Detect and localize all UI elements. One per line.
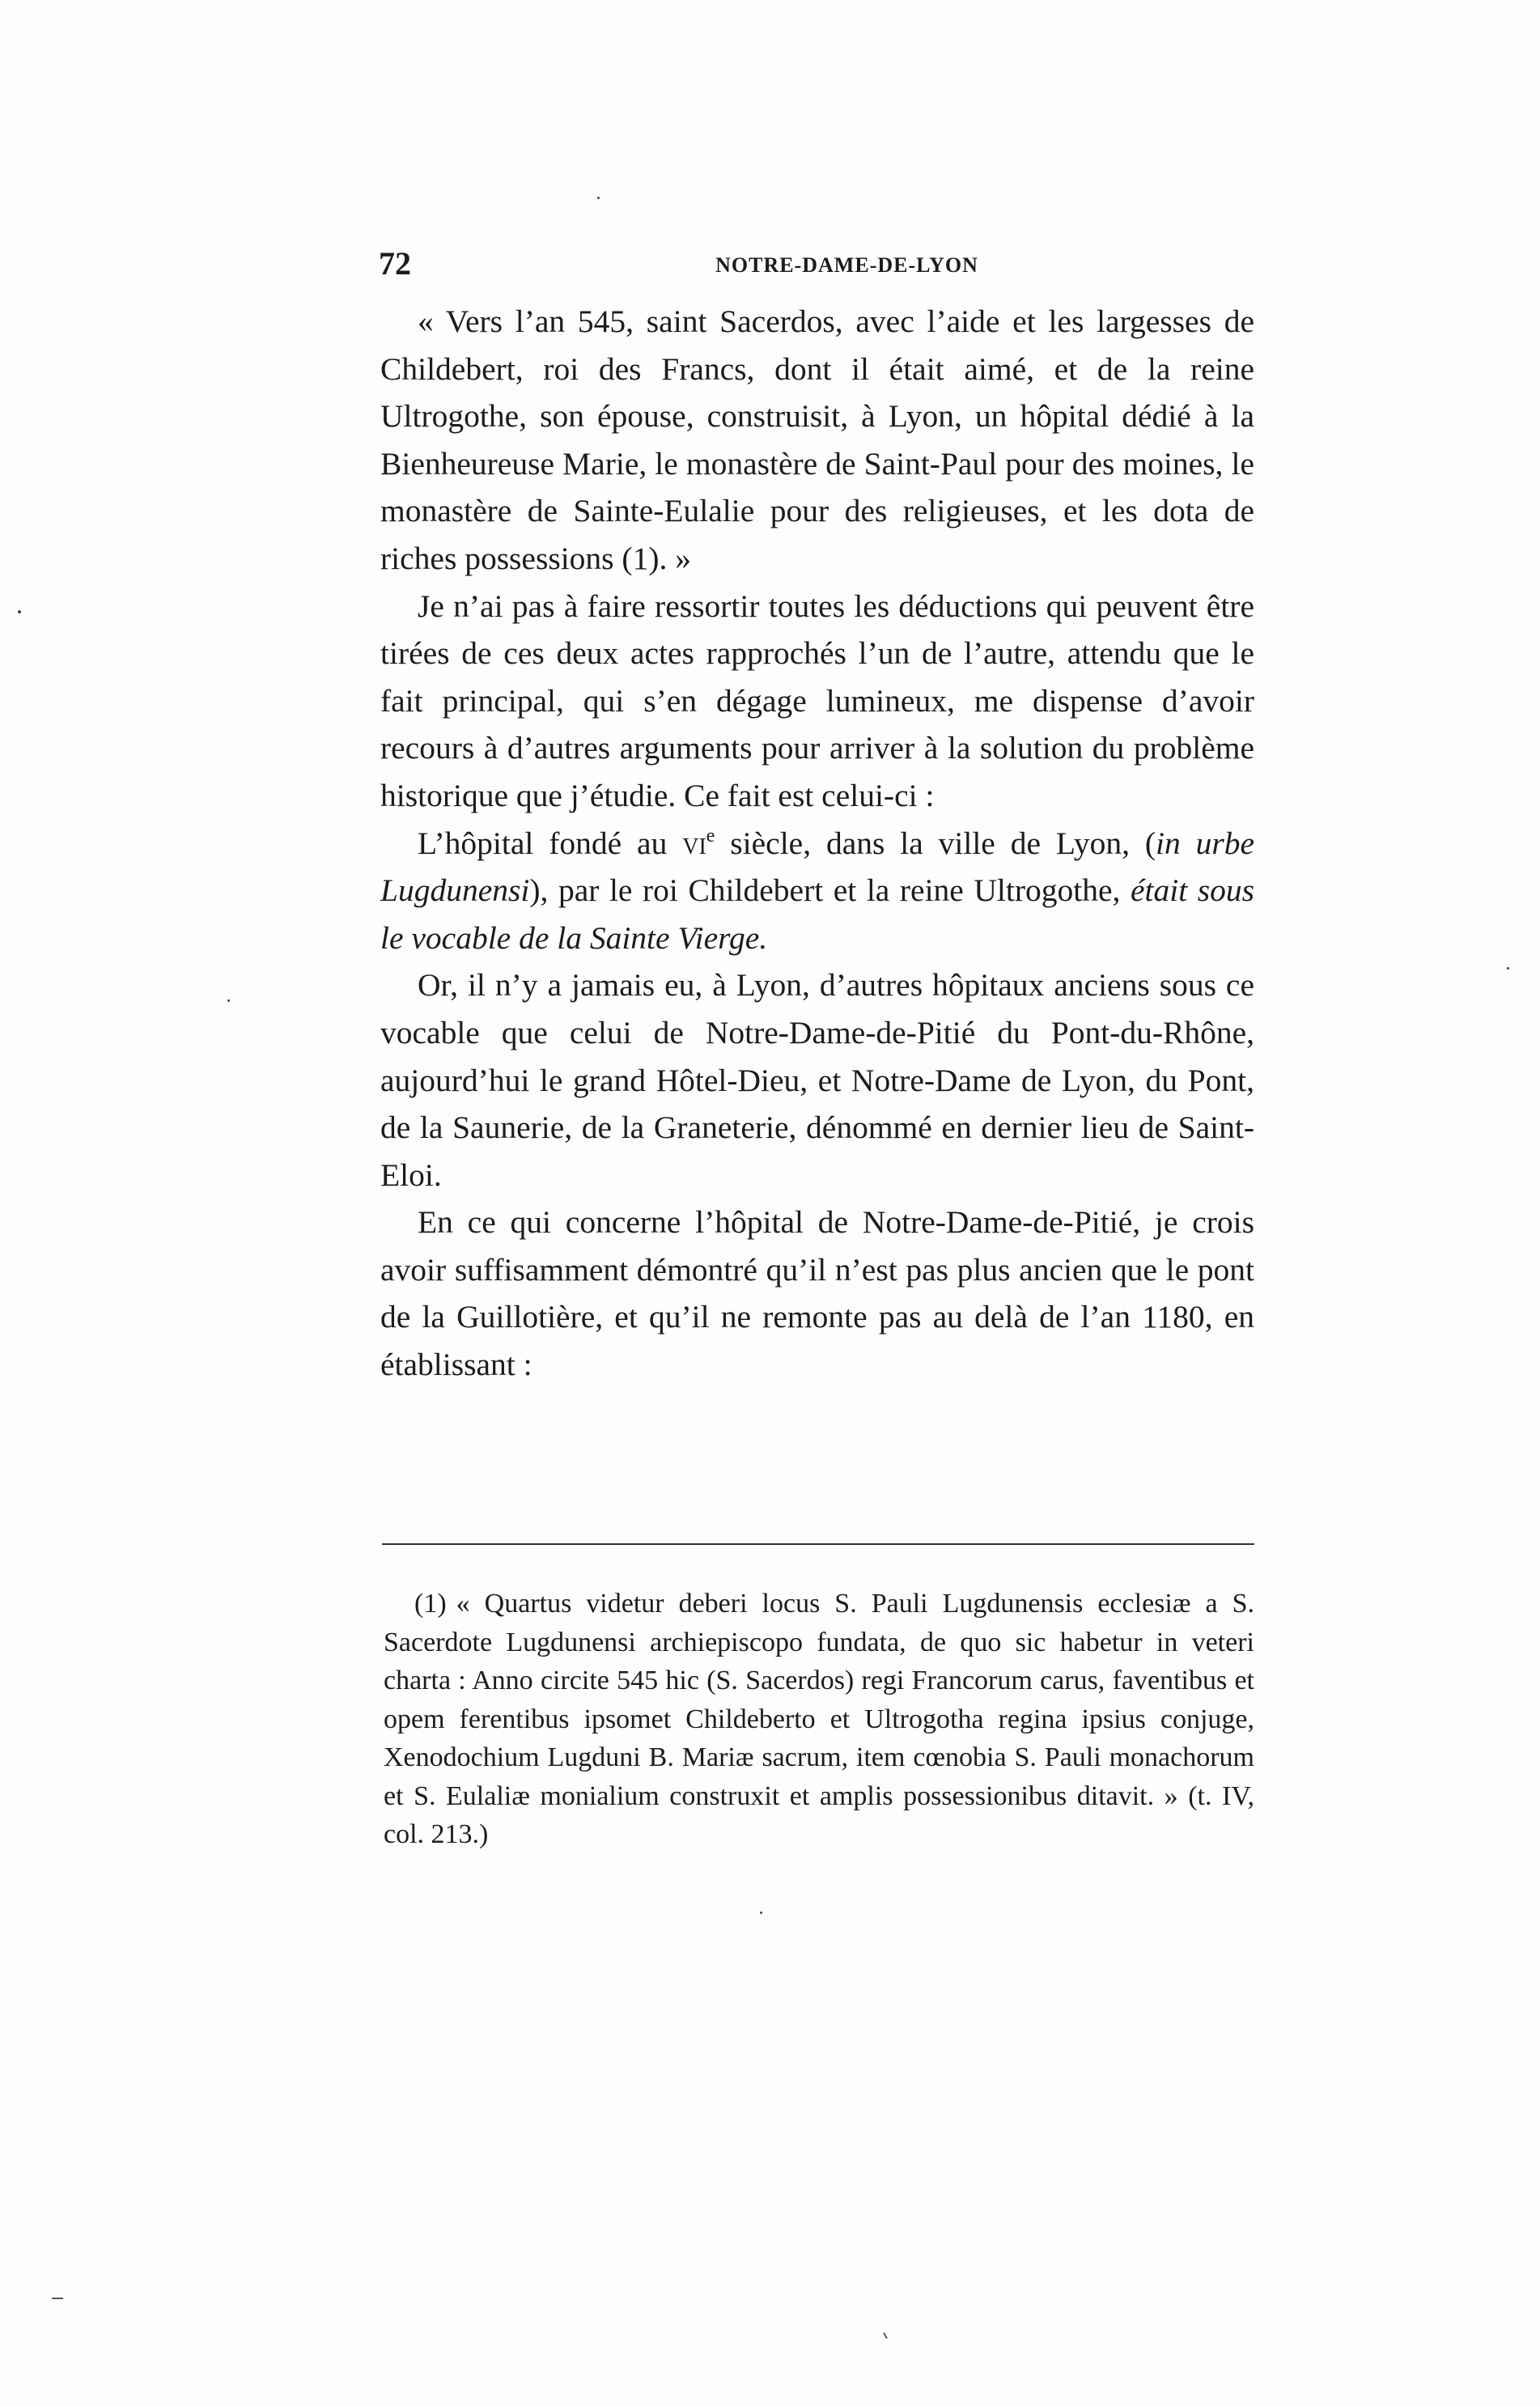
latin-phrase: in urbe Lugdunensi	[380, 825, 1254, 909]
hospital-fact-founders: ), par le roi Childebert et la reine Ultrogothe,	[529, 872, 1131, 909]
footnote-text: « Quartus videtur deberi locus S. Pauli Lugdunensis ecclesiæ a S. Sacerdote Lugdunensi archiepiscopo fundata, de quo sic habetur in veteri charta : Anno circite 545 hic (S. Sacerdos) regi Francorum carus, faventibus et opem ferentibus ipsomet Childeberto et Ultrogotha regina ipsius conjuge, Xenodochium Lugduni B. Mariæ sacrum, item cœnobia S. Pauli monachorum et S. Eulaliæ monialium construxit et amplis possessionibus ditavit. » (t. IV, col. 213.)	[384, 1589, 1254, 1849]
paragraph-other-hospitals: Or, il n’y a jamais eu, à Lyon, d’autres hôpitaux anciens sous ce vocable que celui de Notre-Dame-de-Pitié du Pont-du-Rhône, aujourd’hui le grand Hôtel-Dieu, et Notre-Dame de Lyon, du Pont, de la Saunerie, de la Graneterie, dénommé en dernier lieu de Saint-Eloi.	[380, 967, 1254, 1193]
paper-speck	[18, 610, 21, 613]
main-text	[380, 298, 1254, 1389]
running-title: NOTRE-DAME-DE-LYON	[715, 253, 978, 277]
hospital-fact-lead: L’hôpital fondé au	[418, 825, 683, 861]
paragraph-quote: « Vers l’an 545, saint Sacerdos, avec l’aide et les largesses de Childebert, roi des Francs, dont il était aimé, et de la reine Ultrogothe, son épouse, construisit, à Lyon, un hôpital dédié à la Bienheureuse Marie, le monastère de Saint-Paul pour des moines, le monastère de Sainte-Eulalie pour des religieuses, et les dota de riches possessions (1). »	[380, 303, 1254, 576]
paper-speck	[1507, 967, 1509, 970]
paper-speck	[597, 197, 600, 199]
footnote-paragraph	[384, 1585, 1254, 1854]
paper-speck	[760, 1912, 762, 1914]
paragraph-pitie: En ce qui concerne l’hôpital de Notre-Dame-de-Pitié, je crois avoir suffisamment démontré qu’il n’est pas plus ancien que le pont de la Guillotière, et qu’il ne remonte pas au delà de l’an 1180, en établissant :	[380, 1204, 1254, 1383]
paragraph-deductions: Je n’ai pas à faire ressortir toutes les déductions qui peuvent être tirées de ces deux actes rapprochés l’un de l’autre, attendu que le fait principal, qui s’en dégage lumineux, me dispense d’avoir recours à d’autres arguments pour arriver à la solution du problème historique que j’étudie. Ce fait est celui-ci :	[380, 588, 1254, 813]
running-head	[379, 240, 1257, 288]
hospital-fact-place: siècle, dans la ville de Lyon, (	[715, 825, 1156, 861]
footnote	[384, 1585, 1254, 1854]
paper-mark	[52, 2298, 63, 2299]
century-roman: vi	[682, 825, 706, 861]
footnote-marker: (1)	[414, 1589, 447, 1619]
paper-mark	[883, 2332, 888, 2339]
paragraph-hospital-fact	[380, 820, 1254, 962]
page-number: 72	[379, 245, 411, 282]
paper-speck	[227, 999, 230, 1002]
century-superscript: e	[706, 825, 715, 847]
emphasis-phrase: était sous le vocable de la Sainte Vierge.	[380, 872, 1254, 956]
footnote-rule	[382, 1543, 1254, 1545]
